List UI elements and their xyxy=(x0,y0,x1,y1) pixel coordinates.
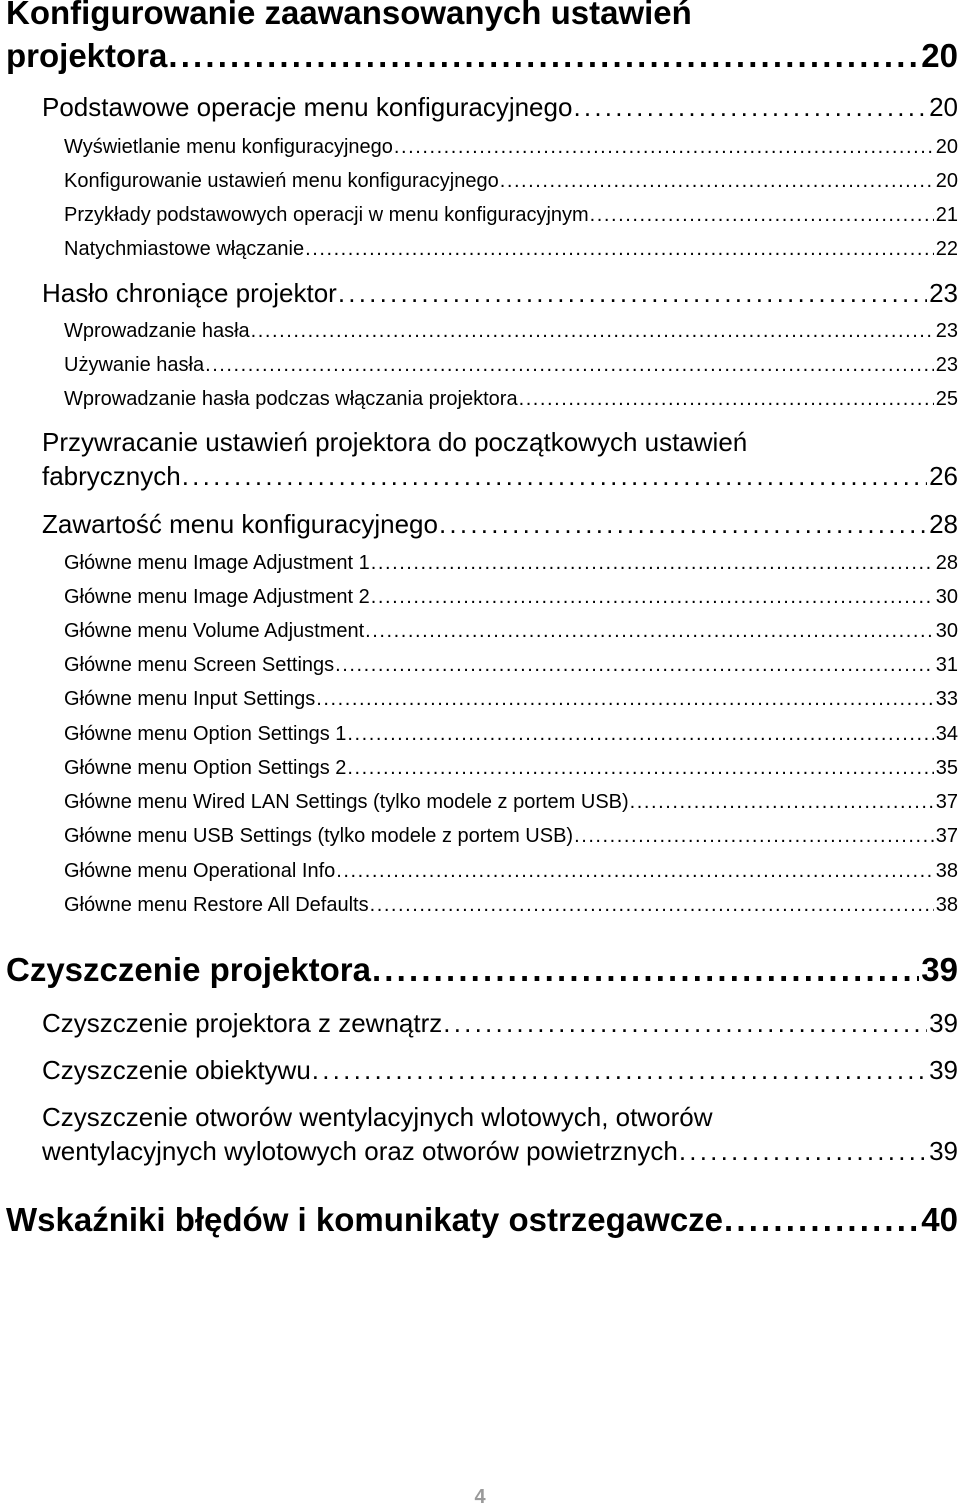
toc-label: Główne menu Wired LAN Settings (tylko modele z portem USB) xyxy=(64,791,629,813)
leader-dots xyxy=(371,552,934,575)
toc-subsection[interactable] xyxy=(64,354,958,377)
toc-label: Wprowadzanie hasła podczas włączania projektora xyxy=(64,388,518,410)
toc-label: Przykłady podstawowych operacji w menu konfiguracyjnym xyxy=(64,204,589,226)
leader-dots xyxy=(168,37,919,75)
toc-section[interactable] xyxy=(42,278,958,309)
toc-page-number: 20 xyxy=(929,92,958,122)
toc-label: Czyszczenie projektora xyxy=(6,951,371,988)
toc-section[interactable] xyxy=(42,509,958,540)
toc-page-number: 40 xyxy=(921,1201,958,1238)
leader-dots xyxy=(519,388,934,411)
toc-subsection[interactable] xyxy=(64,170,958,193)
toc-subsection[interactable] xyxy=(64,552,958,575)
toc-subsection[interactable] xyxy=(64,586,958,609)
toc-label: Czyszczenie obiektywu xyxy=(42,1055,311,1085)
leader-dots xyxy=(365,620,934,643)
toc-label: Konfigurowanie ustawień menu konfiguracyjnego xyxy=(64,170,499,192)
leader-dots xyxy=(370,894,934,917)
toc-subsection[interactable] xyxy=(64,723,958,746)
toc-subsection[interactable] xyxy=(64,654,958,677)
toc-subsection[interactable] xyxy=(64,204,958,227)
toc-page-number: 38 xyxy=(935,894,958,916)
toc-subsection[interactable] xyxy=(64,136,958,159)
toc-page-number: 28 xyxy=(935,552,958,574)
leader-dots xyxy=(182,461,927,492)
chapter-heading-line[interactable]: Konfigurowanie zaawansowanych ustawień xyxy=(6,0,692,31)
leader-dots xyxy=(724,1201,919,1239)
toc-section-heading-line[interactable]: Czyszczenie otworów wentylacyjnych wlotowych, otworów xyxy=(42,1102,713,1132)
toc-page-number: 31 xyxy=(935,654,958,676)
toc-page-number: 23 xyxy=(935,320,958,342)
toc-label: Główne menu Input Settings xyxy=(64,688,316,710)
toc-subsection[interactable] xyxy=(64,388,958,411)
leader-dots xyxy=(335,654,934,677)
leader-dots xyxy=(574,825,934,848)
toc-page-number: 38 xyxy=(935,860,958,882)
toc-page-number: 34 xyxy=(935,723,958,745)
toc-subsection[interactable] xyxy=(64,791,958,814)
toc-page-number: 39 xyxy=(929,1136,958,1166)
toc-chapter-czyszczenie[interactable] xyxy=(6,951,958,989)
toc-subsection[interactable] xyxy=(64,894,958,917)
toc-page-number: 25 xyxy=(935,388,958,410)
toc-label: Główne menu USB Settings (tylko modele z portem USB) xyxy=(64,825,574,847)
toc-page-number: 33 xyxy=(935,688,958,710)
toc-label: Wprowadzanie hasła xyxy=(64,320,250,342)
toc-page-number: 23 xyxy=(935,354,958,376)
toc-page-number: 30 xyxy=(935,620,958,642)
toc-page-number: 30 xyxy=(935,586,958,608)
toc-section[interactable] xyxy=(42,1008,958,1039)
toc-page-number: 39 xyxy=(921,951,958,988)
toc-label: Główne menu Restore All Defaults xyxy=(64,894,369,916)
toc-label: fabrycznych xyxy=(42,461,181,491)
leader-dots xyxy=(371,586,934,609)
toc-label: Hasło chroniące projektor xyxy=(42,278,337,308)
leader-dots xyxy=(590,204,934,227)
toc-page-number: 26 xyxy=(929,461,958,491)
toc-section[interactable] xyxy=(42,1055,958,1086)
toc-label: Główne menu Image Adjustment 1 xyxy=(64,552,370,574)
toc-label: Używanie hasła xyxy=(64,354,205,376)
leader-dots xyxy=(336,860,933,883)
leader-dots xyxy=(205,354,934,377)
toc-label: Główne menu Option Settings 1 xyxy=(64,723,347,745)
toc-label: Główne menu Option Settings 2 xyxy=(64,757,347,779)
toc-label: Natychmiastowe włączanie xyxy=(64,238,305,260)
toc-page-number: 20 xyxy=(921,37,958,74)
toc-label: Czyszczenie projektora z zewnątrz xyxy=(42,1008,443,1038)
toc-section-otwory[interactable] xyxy=(42,1136,958,1167)
leader-dots xyxy=(679,1136,927,1167)
leader-dots xyxy=(316,688,933,711)
toc-label: Zawartość menu konfiguracyjnego xyxy=(42,509,438,539)
toc-section-heading-line[interactable]: Przywracanie ustawień projektora do początkowych ustawień xyxy=(42,427,748,457)
leader-dots xyxy=(372,951,919,989)
leader-dots xyxy=(443,1008,927,1039)
leader-dots xyxy=(394,136,934,159)
toc-section-przywracanie[interactable] xyxy=(42,461,958,492)
toc-page-number: 23 xyxy=(929,278,958,308)
toc-page-number: 39 xyxy=(929,1055,958,1085)
toc-label: projektora xyxy=(6,37,168,74)
toc-chapter-konfigurowanie[interactable] xyxy=(6,37,958,75)
leader-dots xyxy=(630,791,934,814)
toc-page-number: 21 xyxy=(935,204,958,226)
leader-dots xyxy=(251,320,934,343)
toc-subsection[interactable] xyxy=(64,825,958,848)
toc-label: Wyświetlanie menu konfiguracyjnego xyxy=(64,136,393,158)
leader-dots xyxy=(338,278,927,309)
toc-label: Główne menu Screen Settings xyxy=(64,654,335,676)
toc-subsection[interactable] xyxy=(64,757,958,780)
toc-subsection[interactable] xyxy=(64,620,958,643)
toc-subsection[interactable] xyxy=(64,320,958,343)
toc-page-number: 28 xyxy=(929,509,958,539)
toc-page-number: 20 xyxy=(935,170,958,192)
toc-label: Wskaźniki błędów i komunikaty ostrzegawcze xyxy=(6,1201,724,1238)
toc-section[interactable] xyxy=(42,92,958,123)
leader-dots xyxy=(312,1055,927,1086)
leader-dots xyxy=(500,170,934,193)
leader-dots xyxy=(305,238,934,261)
leader-dots xyxy=(347,757,933,780)
leader-dots xyxy=(347,723,933,746)
toc-label: wentylacyjnych wylotowych oraz otworów powietrznych xyxy=(42,1136,678,1166)
toc-page-number: 37 xyxy=(935,791,958,813)
toc-label: Główne menu Image Adjustment 2 xyxy=(64,586,370,608)
page-number: 4 xyxy=(474,1486,486,1508)
leader-dots xyxy=(573,92,927,123)
toc-page-number: 20 xyxy=(935,136,958,158)
toc-chapter-wskazniki[interactable] xyxy=(6,1201,958,1239)
toc-subsection[interactable] xyxy=(64,860,958,883)
toc-page-number: 37 xyxy=(935,825,958,847)
toc-subsection[interactable] xyxy=(64,238,958,261)
toc-subsection[interactable] xyxy=(64,688,958,711)
toc-label: Podstawowe operacje menu konfiguracyjnego xyxy=(42,92,573,122)
toc-label: Główne menu Operational Info xyxy=(64,860,336,882)
toc-page-number: 39 xyxy=(929,1008,958,1038)
toc-label: Główne menu Volume Adjustment xyxy=(64,620,365,642)
leader-dots xyxy=(439,509,927,540)
toc-page-number: 35 xyxy=(935,757,958,779)
toc-page-number: 22 xyxy=(935,238,958,260)
